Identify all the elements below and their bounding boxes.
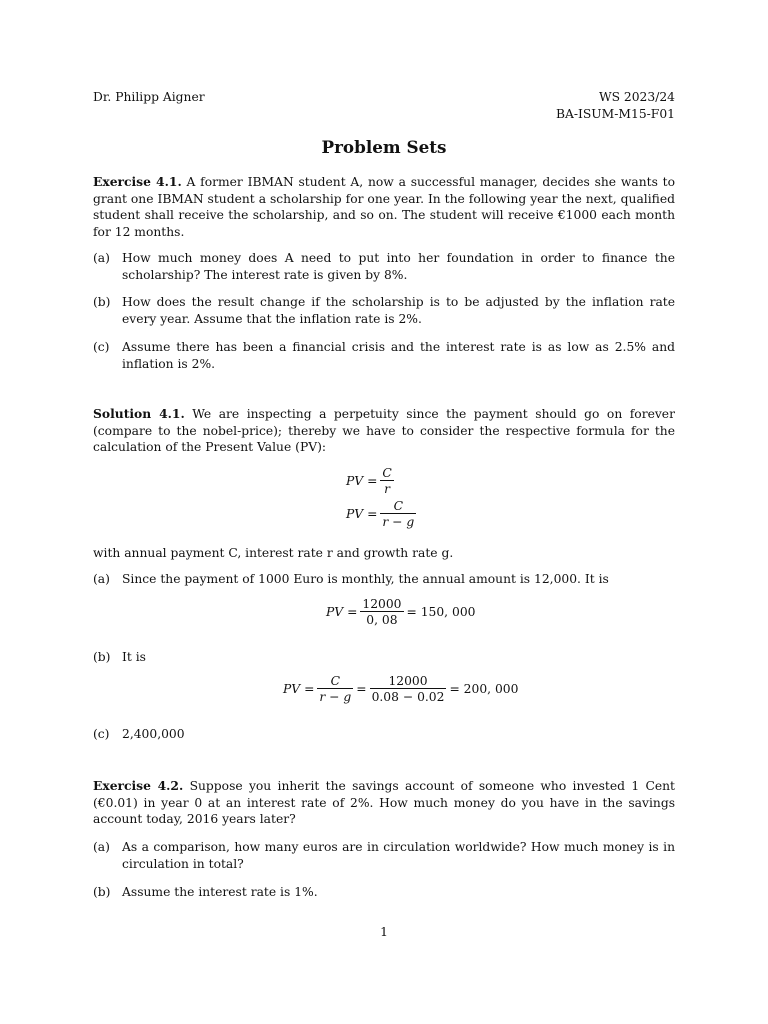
denominator: 0.08 − 0.02	[371, 690, 445, 704]
fraction	[380, 499, 416, 529]
exercise-4-1-body: A former IBMAN student A, now a successful manager, decides she wants to grant one IBMAN student a scholarship for one year. In the following year the next, qualified student shall receive the scholarship, and so on. The student will receive €1000 each month for 12 months.	[93, 175, 675, 239]
item-label: (c)	[93, 340, 110, 354]
item-label: (c)	[93, 727, 110, 741]
author-name: Dr. Philipp Aigner	[93, 90, 205, 104]
fraction	[360, 597, 403, 627]
equation-result: = 200, 000	[449, 681, 519, 696]
item-text: Assume the interest rate is 1%.	[122, 885, 318, 899]
item-label: (a)	[93, 840, 110, 854]
course-code: BA-ISUM-M15-F01	[555, 106, 675, 121]
formula-pv-perpetuity	[346, 466, 397, 496]
equation-lhs: PV =	[283, 681, 315, 696]
item-text: Since the payment of 1000 Euro is monthly, the annual amount is 12,000. It is	[122, 572, 609, 586]
item-text: As a comparison, how many euros are in circulation worldwide? How much money is in circulation in total?	[122, 840, 675, 871]
item-text: Assume there has been a financial crisis and the interest rate is as low as 2.5% and inflation is 2%.	[122, 340, 675, 371]
formula-pv-growing-perpetuity	[346, 499, 419, 529]
formula-variables-text: with annual payment C, interest rate r and growth rate g.	[93, 546, 454, 560]
item-text: 2,400,000	[122, 727, 185, 741]
exercise-4-1-heading: Exercise 4.1.	[93, 174, 182, 189]
item-text: It is	[122, 650, 146, 664]
denominator: 0, 08	[360, 611, 403, 627]
numerator: C	[330, 674, 341, 688]
exercise-4-2-body: Suppose you inherit the savings account of someone who invested 1 Cent (€0.01) in year 0 at an interest rate of 2%. How much money do you have in the savings account today, 2016 years later?	[93, 779, 675, 827]
exercise-4-2-item-a	[93, 839, 675, 872]
page-number: 1	[380, 925, 388, 939]
solution-4-1-item-b	[93, 649, 675, 666]
item-label: (a)	[93, 251, 110, 265]
solution-4-1-item-a	[93, 571, 675, 588]
exercise-4-2-text	[93, 778, 675, 828]
semester: WS 2023/24	[598, 90, 675, 104]
numerator: 12000	[362, 597, 402, 611]
equation-b	[283, 674, 518, 704]
exercise-4-1-text	[93, 174, 675, 240]
numerator: C	[393, 499, 404, 513]
exercise-4-1-item-b	[93, 294, 675, 327]
denominator: r	[380, 480, 393, 496]
denominator: r − g	[382, 515, 415, 529]
solution-4-1-text	[93, 406, 675, 456]
item-text: How much money does A need to put into her foundation in order to finance the scholarship? The interest rate is given by 8%.	[122, 251, 675, 282]
numerator: 12000	[388, 674, 428, 688]
solution-4-1-body: We are inspecting a perpetuity since the payment should go on forever (compare to the nobel-price); thereby we have to consider the respective formula for the calculation of the Present Value (PV):	[93, 407, 675, 455]
header-right	[500, 89, 675, 122]
formula-lhs: PV =	[346, 473, 378, 488]
item-text: How does the result change if the scholarship is to be adjusted by the inflation rate every year. Assume that the inflation rate is 2%.	[122, 295, 675, 326]
page-title: Problem Sets	[321, 137, 447, 157]
fraction	[370, 674, 447, 704]
equation-a	[326, 597, 475, 627]
solution-4-1-item-c	[93, 726, 675, 743]
solution-4-1-heading: Solution 4.1.	[93, 406, 185, 421]
fraction	[380, 466, 393, 496]
denominator: r − g	[319, 690, 352, 704]
item-label: (a)	[93, 572, 110, 586]
fraction	[317, 674, 353, 704]
equation-result: = 150, 000	[406, 604, 476, 619]
item-label: (b)	[93, 885, 111, 899]
exercise-4-2-item-b	[93, 884, 675, 901]
numerator: C	[382, 466, 392, 480]
exercise-4-1-item-a	[93, 250, 675, 283]
item-label: (b)	[93, 295, 111, 309]
exercise-4-2-heading: Exercise 4.2.	[93, 778, 184, 793]
exercise-4-1-item-c	[93, 339, 675, 372]
equation-lhs: PV =	[326, 604, 358, 619]
item-label: (b)	[93, 650, 111, 664]
equals-sign: =	[356, 681, 367, 696]
formula-lhs: PV =	[346, 506, 378, 521]
